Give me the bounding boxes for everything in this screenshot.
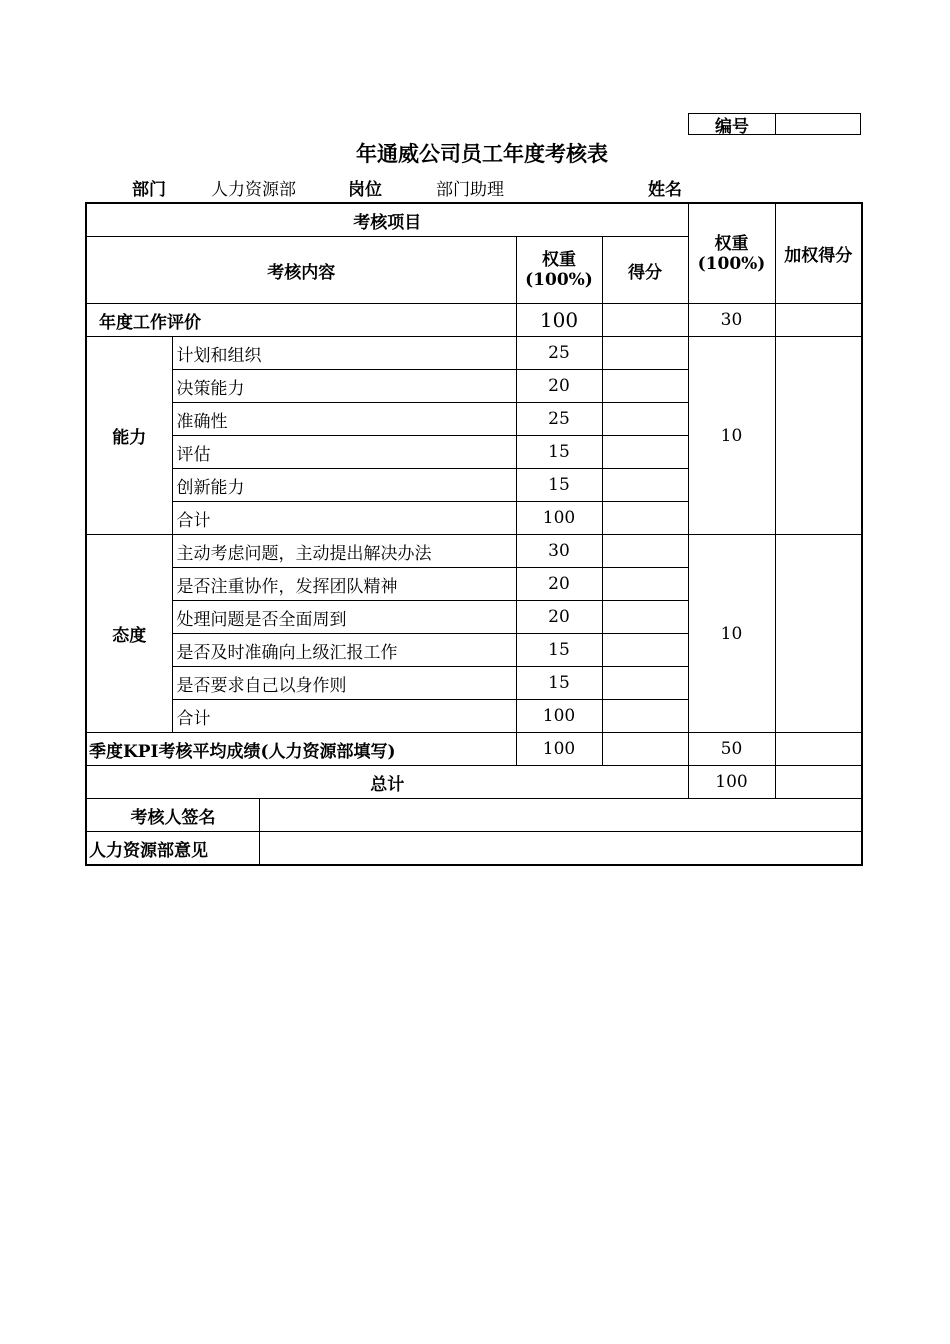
- ability-content: 准确性: [172, 403, 516, 436]
- form-title: 年通威公司员工年度考核表: [356, 141, 608, 166]
- attitude-score-field[interactable]: [602, 601, 688, 634]
- appraisal-table: [85, 202, 863, 866]
- ability-weight-inner: 15: [516, 469, 602, 502]
- table-row: [86, 832, 862, 866]
- ability-subtotal-score-field[interactable]: [602, 502, 688, 535]
- attitude-score-field[interactable]: [602, 568, 688, 601]
- table-row: [86, 766, 862, 799]
- attitude-content: 处理问题是否全面周到: [172, 601, 516, 634]
- attitude-subtotal-score-field[interactable]: [602, 700, 688, 733]
- ability-content: 评估: [172, 436, 516, 469]
- attitude-weight: 10: [688, 535, 775, 733]
- attitude-label: 态度: [86, 535, 172, 733]
- ability-score-field[interactable]: [602, 370, 688, 403]
- ability-weight: 10: [688, 337, 775, 535]
- ability-weight-inner: 25: [516, 337, 602, 370]
- attitude-subtotal-weight: 100: [516, 700, 602, 733]
- header-score: 得分: [602, 237, 688, 304]
- attitude-subtotal-label: 合计: [172, 700, 516, 733]
- ability-content: 决策能力: [172, 370, 516, 403]
- post-value: 部门助理: [436, 180, 504, 200]
- attitude-weight-inner: 20: [516, 601, 602, 634]
- annual-weight-inner: 100: [516, 304, 602, 337]
- total-label: 总计: [86, 766, 688, 799]
- table-row: [86, 535, 862, 568]
- attitude-content: 是否要求自己以身作则: [172, 667, 516, 700]
- serial-number-label: 编号: [689, 114, 776, 134]
- header-item: 考核项目: [86, 203, 688, 237]
- header-weight-inner: 权重 (100%): [516, 237, 602, 304]
- attitude-weighted-field[interactable]: [775, 535, 862, 733]
- attitude-score-field[interactable]: [602, 667, 688, 700]
- table-row: [86, 337, 862, 370]
- hr-opinion-label: 人力资源部意见: [87, 832, 260, 864]
- attitude-content: 主动考虑问题，主动提出解决办法: [172, 535, 516, 568]
- ability-content: 创新能力: [172, 469, 516, 502]
- ability-weight-inner: 20: [516, 370, 602, 403]
- ability-content: 计划和组织: [172, 337, 516, 370]
- ability-weight-inner: 25: [516, 403, 602, 436]
- attitude-score-field[interactable]: [602, 634, 688, 667]
- ability-subtotal-weight: 100: [516, 502, 602, 535]
- annual-weighted-field[interactable]: [775, 304, 862, 337]
- header-weighted-score: 加权得分: [775, 203, 862, 304]
- header-weight: 权重 (100%): [688, 203, 775, 304]
- ability-score-field[interactable]: [602, 436, 688, 469]
- ability-label: 能力: [86, 337, 172, 535]
- kpi-label: 季度KPI考核平均成绩(人力资源部填写): [86, 733, 516, 766]
- attitude-content: 是否注重协作，发挥团队精神: [172, 568, 516, 601]
- ability-score-field[interactable]: [602, 469, 688, 502]
- table-row: [86, 304, 862, 337]
- annual-score-field[interactable]: [602, 304, 688, 337]
- ability-subtotal-label: 合计: [172, 502, 516, 535]
- name-label: 姓名: [648, 180, 682, 200]
- header-content: 考核内容: [86, 237, 516, 304]
- signer-field[interactable]: [260, 799, 861, 831]
- annual-label: 年度工作评价: [86, 304, 516, 337]
- post-label: 岗位: [348, 180, 382, 200]
- attitude-score-field[interactable]: [602, 535, 688, 568]
- kpi-weighted-field[interactable]: [775, 733, 862, 766]
- serial-number-field[interactable]: [776, 114, 860, 134]
- attitude-weight-inner: 15: [516, 667, 602, 700]
- table-row: [86, 799, 862, 832]
- serial-number-box: [688, 113, 861, 135]
- total-weighted-field[interactable]: [775, 766, 862, 799]
- ability-weight-inner: 15: [516, 436, 602, 469]
- kpi-weight: 50: [688, 733, 775, 766]
- table-row: [86, 733, 862, 766]
- ability-score-field[interactable]: [602, 403, 688, 436]
- ability-score-field[interactable]: [602, 337, 688, 370]
- attitude-weight-inner: 20: [516, 568, 602, 601]
- attitude-content: 是否及时准确向上级汇报工作: [172, 634, 516, 667]
- kpi-weight-inner: 100: [516, 733, 602, 766]
- annual-weight: 30: [688, 304, 775, 337]
- kpi-score-field[interactable]: [602, 733, 688, 766]
- total-weight: 100: [688, 766, 775, 799]
- ability-weighted-field[interactable]: [775, 337, 862, 535]
- attitude-weight-inner: 30: [516, 535, 602, 568]
- hr-opinion-field[interactable]: [260, 832, 861, 864]
- attitude-weight-inner: 15: [516, 634, 602, 667]
- dept-label: 部门: [132, 180, 166, 200]
- dept-value: 人力资源部: [211, 180, 296, 200]
- signer-label: 考核人签名: [87, 799, 260, 831]
